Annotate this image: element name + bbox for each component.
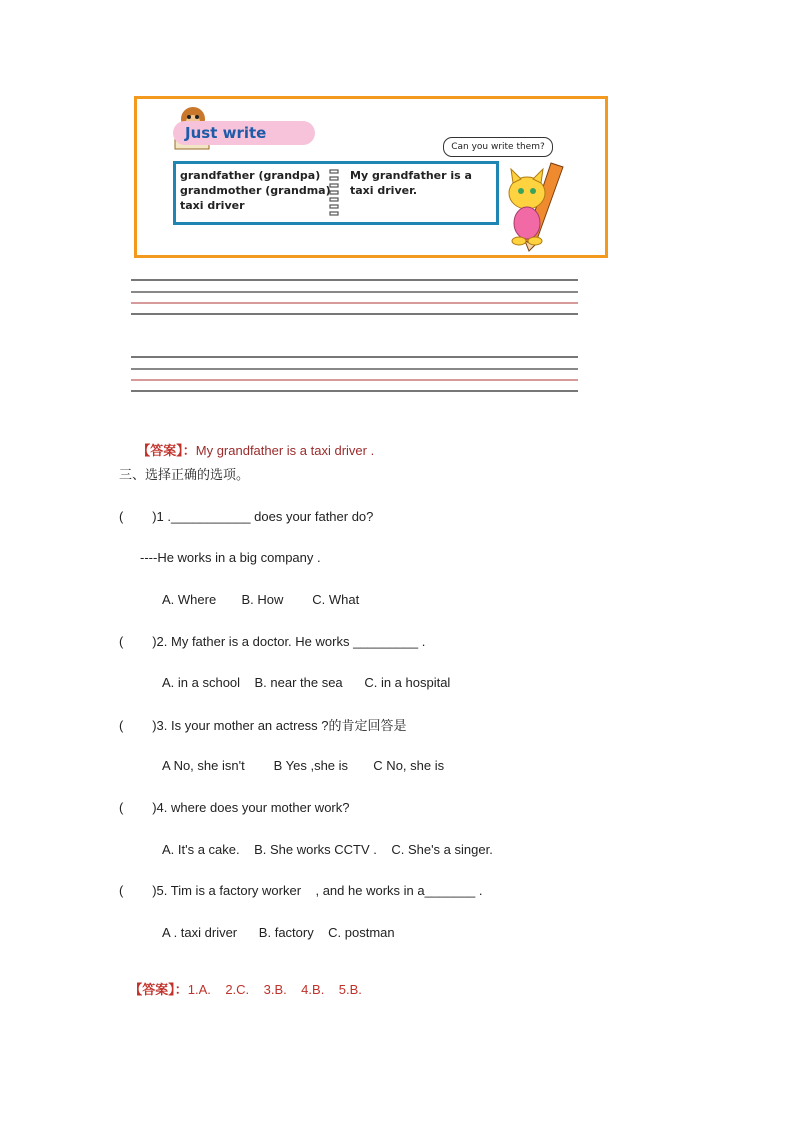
answer-text: 1.A. 2.C. 3.B. 4.B. 5.B. bbox=[187, 982, 362, 997]
word-item: grandfather (grandpa) bbox=[180, 169, 321, 182]
writing-line bbox=[131, 379, 578, 381]
answer-line bbox=[130, 427, 374, 459]
writing-line bbox=[131, 390, 578, 392]
cat-with-pencil-icon bbox=[499, 157, 571, 253]
writing-line bbox=[131, 368, 578, 370]
writing-line bbox=[131, 313, 578, 315]
writing-line bbox=[131, 356, 578, 358]
question-options: A. Where B. How C. What bbox=[162, 592, 360, 607]
question-options: A No, she isn't B Yes ,she is C No, she is bbox=[162, 758, 445, 773]
sentence-line: taxi driver. bbox=[350, 184, 418, 197]
example-sentence bbox=[350, 168, 472, 198]
sentence-line: My grandfather is a bbox=[350, 169, 472, 182]
question-options: A. in a school B. near the sea C. in a hospital bbox=[162, 675, 451, 690]
answer-text: My grandfather is a taxi driver . bbox=[195, 443, 375, 458]
just-write-panel bbox=[134, 96, 608, 258]
word-list bbox=[180, 168, 331, 213]
question-options: A . taxi driver B. factory C. postman bbox=[162, 925, 395, 940]
question-stem: ( )5. Tim is a factory worker , and he works in a_______ . bbox=[119, 883, 483, 898]
answer-label: 【答案】： bbox=[129, 982, 188, 997]
answer-line bbox=[122, 966, 362, 998]
answer-label: 【答案】： bbox=[137, 443, 196, 458]
question-stem: ( )2. My father is a doctor. He works _________ . bbox=[119, 634, 426, 649]
question-options: A. It's a cake. B. She works CCTV . C. She's a singer. bbox=[162, 842, 493, 857]
writing-line bbox=[131, 279, 578, 281]
spiral-binding bbox=[328, 166, 342, 220]
speech-bubble: Can you write them? bbox=[443, 137, 553, 157]
word-board bbox=[173, 161, 499, 225]
writing-line bbox=[131, 291, 578, 293]
question-stem: ( )1 .___________ does your father do? bbox=[119, 509, 374, 524]
writing-line bbox=[131, 302, 578, 304]
word-item: taxi driver bbox=[180, 199, 245, 212]
question-stem: ( )3. Is your mother an actress ?的肯定回答是 bbox=[119, 718, 407, 733]
question-sub: ----He works in a big company . bbox=[140, 550, 321, 565]
section-title: 三、选择正确的选项。 bbox=[119, 468, 250, 483]
question-stem: ( )4. where does your mother work? bbox=[119, 800, 350, 815]
word-item: grandmother (grandma) bbox=[180, 184, 331, 197]
banner-title: Just write bbox=[185, 124, 267, 142]
